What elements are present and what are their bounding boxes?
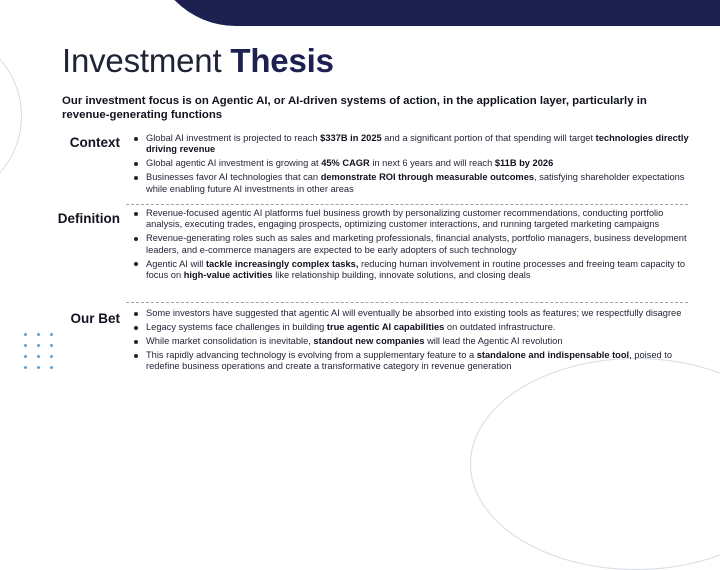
bullet-text: reducing human involvement in routine processes and freeing team capacity to focus on	[146, 258, 686, 281]
decorative-arc-left	[0, 30, 22, 202]
bullet-list-our-bet	[132, 308, 702, 375]
bullet-text: on outdated infrastructure.	[444, 322, 556, 332]
bullet-highlight: tackle increasingly complex tasks,	[205, 258, 359, 269]
bullet-item	[132, 350, 702, 373]
bullet-highlight: 45% CAGR	[321, 158, 370, 169]
header-banner	[150, 0, 720, 26]
bullet-text: This rapidly advancing technology is evolving from a supplementary feature to a	[146, 350, 477, 360]
bullet-list-definition	[132, 208, 702, 284]
bullet-text: , satisfying shareholder expectations while enabling future AI investments in other areas	[146, 172, 685, 194]
bullet-text: Global agentic AI investment is growing at	[146, 158, 322, 169]
bullet-text: Legacy systems face challenges in building	[146, 322, 327, 332]
bullet-item	[132, 208, 702, 231]
bullet-highlight: high-value activities	[183, 270, 273, 281]
section-label-definition: Definition	[57, 211, 120, 226]
bullet-highlight: $337B in 2025	[320, 133, 382, 143]
bullet-text: in next 6 years and will reach	[369, 158, 495, 169]
bullet-text: Revenue-focused agentic AI platforms fuel business growth by personalizing customer recommendations, conducting portfolio analysis, executing trades, engaging prospects, optimizing customer interactions, and running targeted marketing campaigns	[146, 208, 664, 230]
bullet-item	[132, 259, 702, 282]
bullet-item	[132, 308, 702, 319]
bullet-text: While market consolidation is inevitable,	[146, 336, 314, 346]
bullet-highlight: standout new companies	[313, 336, 425, 346]
bullet-text: and a significant portion of that spending will target	[381, 133, 596, 143]
bullet-highlight: standalone and indispensable tool	[476, 350, 630, 360]
bullet-text: , poised to redefine business operations and create a transformative category in revenue generation	[146, 350, 673, 372]
bullet-highlight: technologies directly driving revenue	[146, 133, 689, 155]
bullet-highlight: demonstrate ROI through measurable outcomes	[320, 172, 535, 183]
bullet-list-context	[132, 133, 702, 198]
bullet-highlight: $11B by 2026	[494, 158, 554, 169]
section-definition	[40, 208, 700, 300]
bullet-item	[132, 336, 702, 347]
section-context	[40, 133, 700, 203]
section-divider	[126, 302, 688, 303]
section-divider	[126, 204, 688, 205]
slide-title-light: Investment	[62, 42, 231, 79]
bullet-item	[132, 133, 702, 156]
bullet-text: Some investors have suggested that agentic AI will eventually be absorbed into existing tools as features; we respectfully disagree	[146, 308, 682, 318]
bullet-item	[132, 158, 702, 169]
section-label-our-bet: Our Bet	[70, 311, 120, 326]
bullet-item	[132, 172, 702, 195]
bullet-item	[132, 322, 702, 333]
slide-subtitle: Our investment focus is on Agentic AI, or AI-driven systems of action, in the application layer, particularly in revenue-generating functions	[62, 95, 647, 121]
bullet-text: Global AI investment is projected to reach	[146, 133, 321, 143]
slide-title-bold: Thesis	[230, 42, 334, 79]
bullet-text: Revenue-generating roles such as sales and marketing professionals, financial analysts, portfolio managers, business development leaders, and e-commerce managers are expected to be early adopters of such technology	[146, 233, 687, 255]
section-our-bet	[40, 308, 700, 403]
bullet-text: Agentic AI will	[146, 258, 206, 269]
bullet-text: will lead the Agentic AI revolution	[424, 336, 563, 346]
bullet-text: like relationship building, innovate solutions, and closing deals	[272, 270, 531, 281]
bullet-item	[132, 233, 702, 256]
bullet-text: Businesses favor AI technologies that can	[146, 172, 321, 183]
section-label-context: Context	[69, 135, 120, 150]
slide-title	[62, 42, 334, 80]
bullet-highlight: true agentic AI capabilities	[326, 322, 445, 332]
